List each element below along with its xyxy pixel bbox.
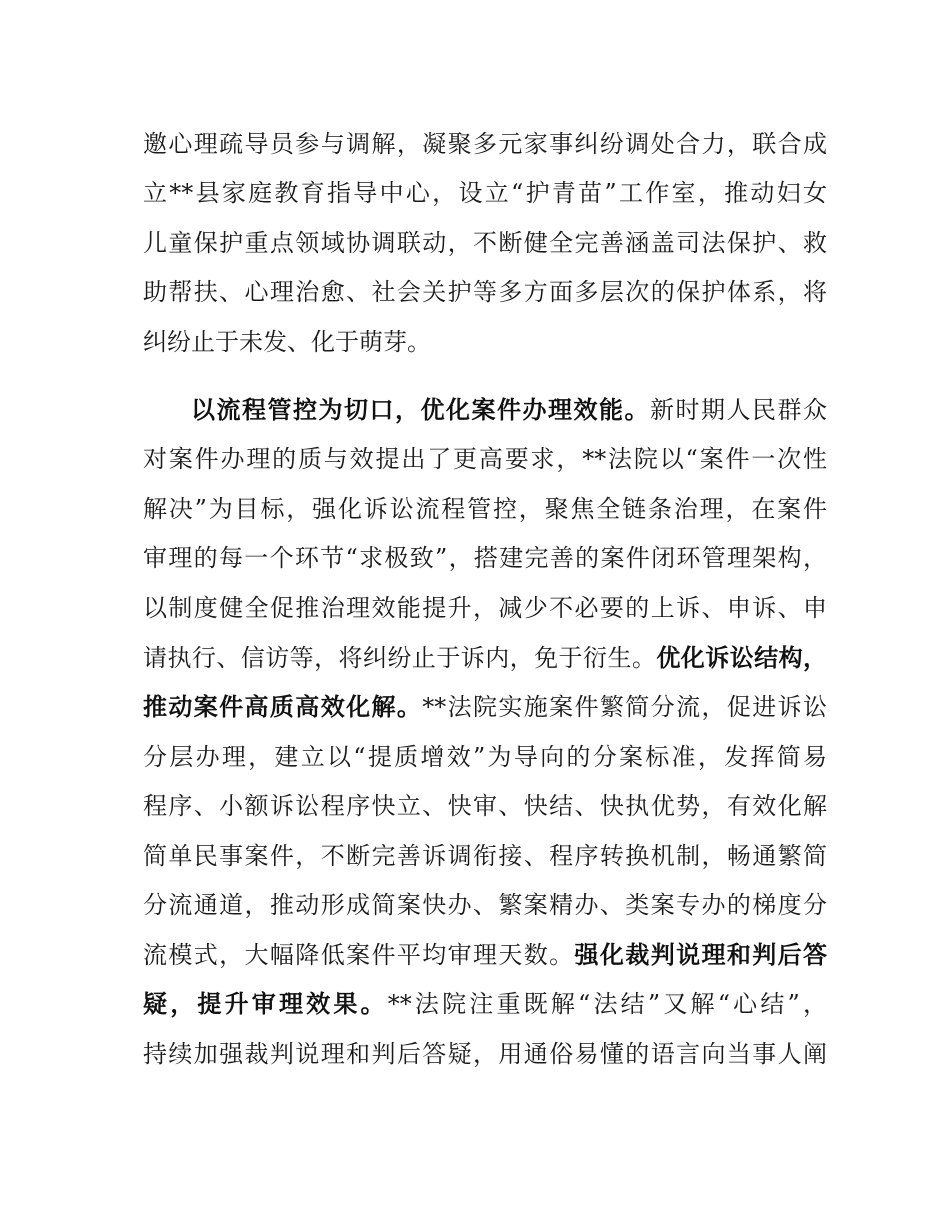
text-segment: 解决”为目标，强化诉讼流程管控，聚焦全链条治理，在案件 (143, 495, 827, 523)
text-line (143, 689, 827, 725)
text-line (143, 324, 827, 360)
text-line (143, 175, 827, 211)
text-line (143, 640, 827, 676)
text-segment: 对案件办理的质与效提出了更高要求，**法院以“案件一次性 (143, 445, 827, 473)
text-line (143, 274, 827, 310)
text-segment: 邀心理疏导员参与调解，凝聚多元家事纠纷调处合力，联合成 (143, 130, 827, 158)
text-segment: 纠纷止于未发、化于萌芽。 (143, 328, 431, 356)
bold-heading-segment: 推动案件高质高效化解。 (143, 693, 423, 721)
text-segment: 审理的每一个环节“求极致”，搭建完善的案件闭环管理架构， (143, 544, 827, 572)
bold-heading-segment: 优化诉讼结构， (656, 644, 828, 672)
text-line (143, 788, 827, 824)
text-line (143, 986, 827, 1022)
text-segment: 分层办理，建立以“提质增效”为导向的分案标准，发挥简易 (143, 743, 827, 771)
text-line (143, 540, 827, 576)
text-segment: 立**县家庭教育指导中心，设立“护青苗”工作室，推动妇女 (143, 179, 827, 207)
text-segment: 新时期人民群众 (650, 396, 827, 424)
text-line (143, 937, 827, 973)
text-line (143, 739, 827, 775)
text-segment: 请执行、信访等，将纠纷止于诉内，免于衍生。 (143, 644, 657, 672)
text-line (143, 491, 827, 527)
text-segment: 程序、小额诉讼程序快立、快审、快结、快执优势，有效化解 (143, 792, 827, 820)
text-segment: 分流通道，推动形成简案快办、繁案精办、类案专办的梯度分 (143, 891, 827, 919)
text-line (143, 225, 827, 261)
text-segment: **法院注重既解“法结”又解“心结”， (387, 990, 827, 1018)
bold-heading-segment: 以流程管控为切口，优化案件办理效能。 (191, 396, 650, 424)
text-line (143, 887, 827, 923)
text-line (143, 441, 827, 477)
text-line (191, 392, 827, 428)
text-segment: 流模式，大幅降低案件平均审理天数。 (143, 941, 575, 969)
text-segment: 简单民事案件，不断完善诉调衔接、程序转换机制，畅通繁简 (143, 842, 827, 870)
text-segment: **法院实施案件繁简分流，促进诉讼 (422, 693, 828, 721)
text-line (143, 126, 827, 162)
text-line (143, 590, 827, 626)
bold-heading-segment: 强化裁判说理和判后答 (574, 941, 828, 969)
text-segment: 助帮扶、心理治愈、社会关护等多方面多层次的保护体系，将 (143, 278, 827, 306)
text-line (143, 1036, 827, 1072)
bold-heading-segment: 疑，提升审理效果。 (143, 990, 388, 1018)
text-segment: 持续加强裁判说理和判后答疑，用通俗易懂的语言向当事人阐 (143, 1040, 827, 1068)
text-segment: 以制度健全促推治理效能提升，减少不必要的上诉、申诉、申 (143, 594, 827, 622)
text-line (143, 838, 827, 874)
text-segment: 儿童保护重点领域协调联动，不断健全完善涵盖司法保护、救 (143, 229, 827, 257)
